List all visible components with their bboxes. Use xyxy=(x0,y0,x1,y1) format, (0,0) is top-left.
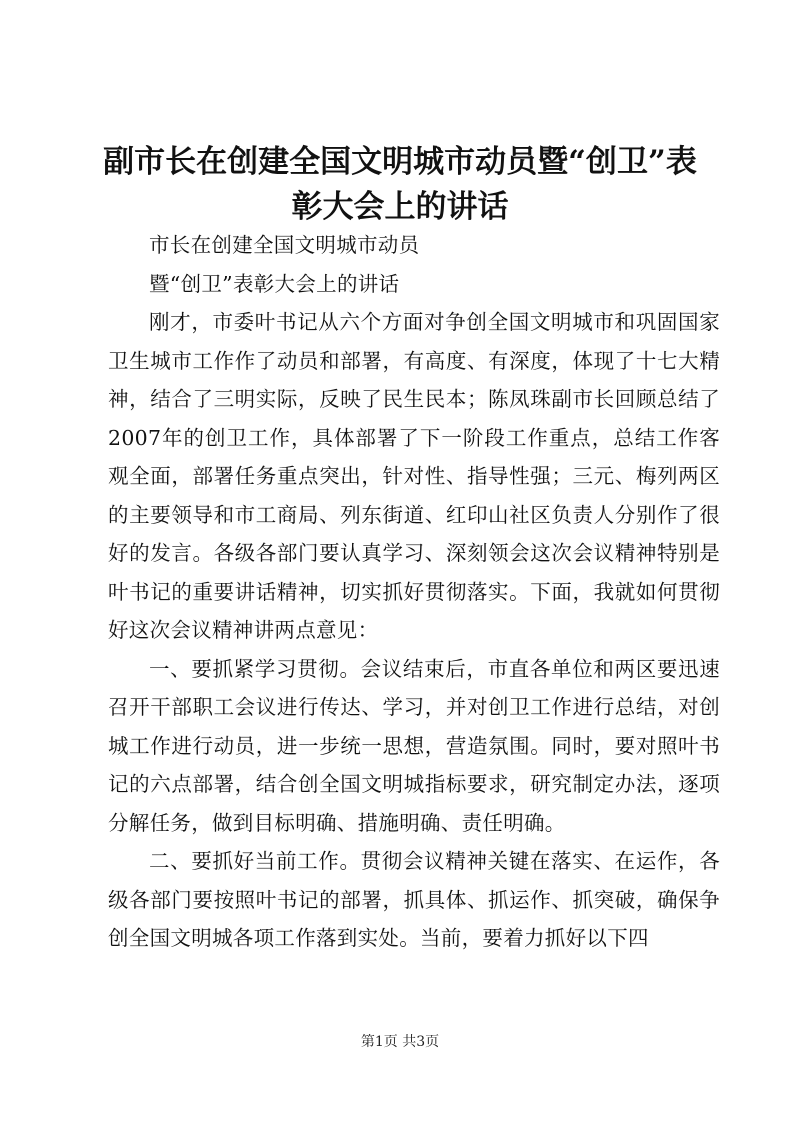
subtitle-line-2: 暨“创卫”表彰大会上的讲话 xyxy=(149,271,400,296)
body-paragraph: 一、要抓紧学习贯彻。会议结束后，市直各单位和两区要迅速召开干部职工会议进行传达、学习，并对创卫工作进行总结，对创城工作进行动员，进一步统一思想，营造氛围。同时，要对照叶书记的六点部署，结合创全国文明城指标要求，研究制定办法，逐项分解任务，做到目标明确、措施明确、责任明确。 xyxy=(108,656,720,835)
body-paragraph: 刚才，市委叶书记从六个方面对争创全国文明城市和巩固国家卫生城市工作作了动员和部署，有高度、有深度，体现了十七大精神，结合了三明实际，反映了民生民本；陈凤珠副市长回顾总结了2007年的创卫工作，具体部署了下一阶段工作重点，总结工作客观全面，部署任务重点突出，针对性、指导性强；三元、梅列两区的主要领导和市工商局、列东街道、红印山社区负责人分别作了很好的发言。各级各部门要认真学习、深刻领会这次会议精神特别是叶书记的重要讲话精神，切实抓好贯彻落实。下面，我就如何贯彻好这次会议精神讲两点意见： xyxy=(108,310,720,642)
page-footer: 第1页 共3页 xyxy=(360,1034,440,1050)
document-body xyxy=(108,226,720,958)
body-paragraph: 二、要抓好当前工作。贯彻会议精神关键在落实、在运作，各级各部门要按照叶书记的部署，抓具体、抓运作、抓突破，确保争创全国文明城各项工作落到实处。当前，要着力抓好以下四 xyxy=(108,849,720,950)
subtitle-line-1: 市长在创建全国文明城市动员 xyxy=(149,233,420,257)
document-title: 副市长在创建全国文明城市动员暨“创卫”表彰大会上的讲话 xyxy=(103,144,697,225)
